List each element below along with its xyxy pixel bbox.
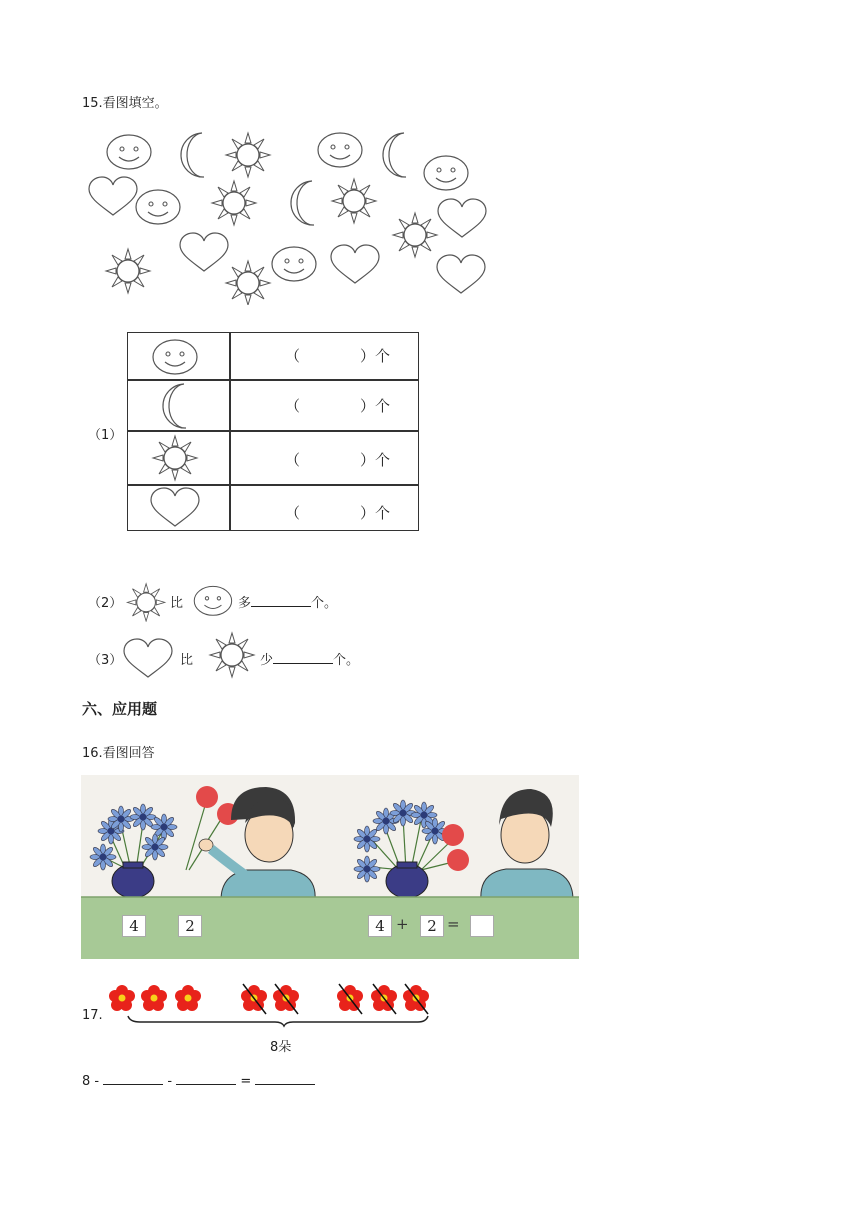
sun-icon [332, 179, 376, 223]
row3-close: ）个 [360, 451, 391, 469]
part2-duo: 多 [238, 596, 252, 611]
heart-icon [437, 255, 485, 293]
q17-equation [82, 1072, 315, 1089]
sun-icon [393, 213, 437, 257]
part3-label: （3） [88, 653, 123, 668]
part2-ge: 个。 [311, 596, 338, 611]
part1-label: （1） [88, 428, 123, 443]
row4-close: ）个 [360, 504, 391, 522]
smiley-icon [318, 133, 362, 167]
moon-icon [383, 133, 406, 177]
q15-title: 15.看图填空。 [82, 96, 168, 111]
equals-sign: = [447, 915, 460, 933]
flower-icon [141, 985, 167, 1011]
row2-close: ）个 [360, 397, 391, 415]
sun-icon [106, 249, 150, 293]
sun-icon [124, 582, 168, 622]
row4-open: （ [285, 504, 301, 522]
sun-icon [226, 261, 270, 305]
equation-start: 8 - [82, 1074, 100, 1089]
q16-title: 16.看图回答 [82, 746, 155, 761]
right-card-2: 2 [420, 915, 444, 937]
heart-icon [120, 634, 176, 684]
smiley-icon [272, 247, 316, 281]
equation-blank-1[interactable] [103, 1072, 163, 1085]
row-heart-icon [148, 486, 208, 530]
row1-close: ）个 [360, 347, 391, 365]
part2-answer-blank[interactable] [251, 594, 311, 607]
smiley-icon [107, 135, 151, 169]
row-smiley-icon [148, 335, 208, 379]
q16-picture [81, 775, 579, 959]
heart-icon [180, 233, 228, 271]
heart-icon [331, 245, 379, 283]
part3-shao: 少 [260, 653, 274, 668]
equation-blank-2[interactable] [176, 1072, 236, 1085]
q17-number: 17. [82, 1008, 103, 1023]
row2-open: （ [285, 397, 301, 415]
moon-icon [181, 133, 204, 177]
part3-bi: 比 [180, 653, 194, 668]
heart-icon [89, 177, 137, 215]
moon-icon [291, 181, 314, 225]
flower-icon [175, 985, 201, 1011]
plus-sign: + [396, 915, 409, 933]
heart-icon [438, 199, 486, 237]
smiley-icon [190, 583, 236, 619]
shapes-picture [82, 125, 502, 305]
sun-icon [206, 631, 258, 679]
q17-flowers [100, 976, 440, 1032]
left-card-4: 4 [122, 915, 146, 937]
equation-minus: - [167, 1074, 173, 1089]
equation-equals: = [240, 1074, 252, 1089]
sun-icon [212, 181, 256, 225]
part3-answer-blank[interactable] [273, 651, 333, 664]
count-table [127, 332, 419, 531]
part2-duo-line [238, 592, 337, 611]
row-sun-icon [148, 432, 208, 484]
right-card-4: 4 [368, 915, 392, 937]
part2-label: （2） [88, 596, 123, 611]
row1-open: （ [285, 347, 301, 365]
part3-ge: 个。 [333, 653, 360, 668]
left-card-2: 2 [178, 915, 202, 937]
row3-open: （ [285, 451, 301, 469]
smiley-icon [136, 190, 180, 224]
smiley-icon [424, 156, 468, 190]
section-title: 六、应用题 [82, 700, 158, 718]
sun-icon [226, 133, 270, 177]
equation-blank-3[interactable] [255, 1072, 315, 1085]
part2-bi: 比 [170, 596, 184, 611]
flower-icon [109, 985, 135, 1011]
answer-box[interactable] [470, 915, 494, 937]
total-label: 8朵 [270, 1040, 292, 1055]
left-scene [90, 786, 573, 900]
part3-shao-line [260, 649, 359, 668]
row-moon-icon [148, 381, 208, 431]
